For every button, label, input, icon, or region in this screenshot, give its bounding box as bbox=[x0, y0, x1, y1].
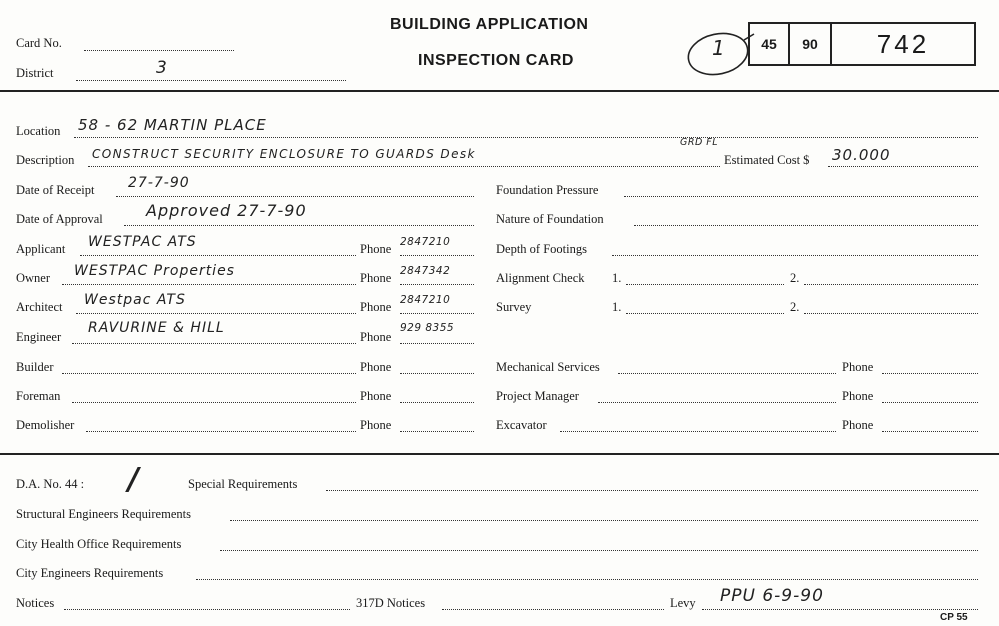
survey-num-2: 2. bbox=[790, 300, 800, 314]
description-value: CONSTRUCT SECURITY ENCLOSURE TO GUARDS Desk bbox=[92, 147, 476, 161]
project-manager-phone-field[interactable] bbox=[882, 402, 978, 403]
card-no-field[interactable] bbox=[84, 50, 234, 51]
circled-mark-value: 1 bbox=[712, 36, 726, 60]
box-a: 45 bbox=[750, 24, 790, 64]
card-no-label: Card No. bbox=[16, 36, 62, 50]
divider-middle bbox=[0, 453, 999, 455]
city-engineers-requirements-field[interactable] bbox=[196, 579, 978, 580]
architect-phone-value: 2847210 bbox=[400, 294, 451, 306]
district-value: 3 bbox=[156, 58, 168, 78]
applicant-label: Applicant bbox=[16, 242, 66, 256]
foreman-field[interactable] bbox=[72, 402, 356, 403]
form-code: CP 55 bbox=[940, 612, 968, 623]
notices-317d-label: 317D Notices bbox=[356, 596, 426, 610]
owner-phone-label: Phone bbox=[360, 271, 392, 285]
architect-value: Westpac ATS bbox=[84, 292, 186, 308]
foundation-pressure-label: Foundation Pressure bbox=[496, 183, 599, 197]
levy-field[interactable] bbox=[702, 609, 978, 610]
nature-of-foundation-label: Nature of Foundation bbox=[496, 212, 604, 226]
page-title: BUILDING APPLICATION bbox=[390, 16, 589, 33]
survey-label: Survey bbox=[496, 300, 532, 314]
engineer-field[interactable] bbox=[72, 343, 356, 344]
alignment-num-2: 2. bbox=[790, 271, 800, 285]
levy-value: PPU 6-9-90 bbox=[720, 586, 824, 606]
survey-field-1[interactable] bbox=[626, 313, 784, 314]
description-label: Description bbox=[16, 153, 75, 167]
location-field[interactable] bbox=[74, 137, 978, 138]
estimated-cost-value: 30.000 bbox=[832, 146, 891, 164]
builder-phone-label: Phone bbox=[360, 360, 392, 374]
owner-value: WESTPAC Properties bbox=[74, 263, 235, 279]
estimated-cost-label: Estimated Cost $ bbox=[724, 153, 810, 167]
architect-phone-field[interactable] bbox=[400, 313, 474, 314]
foreman-phone-field[interactable] bbox=[400, 402, 474, 403]
applicant-field[interactable] bbox=[80, 255, 356, 256]
engineer-value: RAVURINE & HILL bbox=[88, 320, 225, 336]
location-label: Location bbox=[16, 124, 61, 138]
excavator-phone-label: Phone bbox=[842, 418, 874, 432]
demolisher-field[interactable] bbox=[86, 431, 356, 432]
levy-label: Levy bbox=[670, 596, 696, 610]
owner-label: Owner bbox=[16, 271, 51, 285]
structural-requirements-label: Structural Engineers Requirements bbox=[16, 507, 191, 521]
mechanical-services-label: Mechanical Services bbox=[496, 360, 600, 374]
survey-field-2[interactable] bbox=[804, 313, 978, 314]
excavator-field[interactable] bbox=[560, 431, 836, 432]
depth-of-footings-label: Depth of Footings bbox=[496, 242, 587, 256]
project-manager-label: Project Manager bbox=[496, 389, 579, 403]
foreman-label: Foreman bbox=[16, 389, 61, 403]
alignment-check-label: Alignment Check bbox=[496, 271, 585, 285]
owner-phone-field[interactable] bbox=[400, 284, 474, 285]
estimated-cost-field[interactable] bbox=[828, 166, 978, 167]
special-requirements-field[interactable] bbox=[326, 490, 978, 491]
owner-phone-value: 2847342 bbox=[400, 265, 451, 277]
notices-label: Notices bbox=[16, 596, 55, 610]
date-of-approval-label: Date of Approval bbox=[16, 212, 103, 226]
box-b: 90 bbox=[790, 24, 832, 64]
builder-field[interactable] bbox=[62, 373, 356, 374]
depth-of-footings-field[interactable] bbox=[612, 255, 978, 256]
owner-field[interactable] bbox=[62, 284, 356, 285]
engineer-phone-field[interactable] bbox=[400, 343, 474, 344]
demolisher-label: Demolisher bbox=[16, 418, 75, 432]
date-of-receipt-field[interactable] bbox=[116, 196, 474, 197]
mechanical-phone-label: Phone bbox=[842, 360, 874, 374]
city-health-requirements-label: City Health Office Requirements bbox=[16, 537, 182, 551]
nature-of-foundation-field[interactable] bbox=[634, 225, 978, 226]
engineer-phone-value: 929 8355 bbox=[400, 322, 455, 334]
architect-field[interactable] bbox=[76, 313, 356, 314]
engineer-label: Engineer bbox=[16, 330, 62, 344]
da-no-value: / bbox=[128, 462, 140, 497]
city-engineers-requirements-label: City Engineers Requirements bbox=[16, 566, 164, 580]
applicant-phone-field[interactable] bbox=[400, 255, 474, 256]
demolisher-phone-field[interactable] bbox=[400, 431, 474, 432]
da-no-label: D.A. No. 44 : bbox=[16, 477, 85, 491]
applicant-value: WESTPAC ATS bbox=[88, 234, 197, 250]
mechanical-services-field[interactable] bbox=[618, 373, 836, 374]
description-field[interactable] bbox=[88, 166, 720, 167]
card-number-box bbox=[748, 22, 976, 66]
foreman-phone-label: Phone bbox=[360, 389, 392, 403]
location-value: 58 - 62 MARTIN PLACE bbox=[78, 116, 267, 134]
project-manager-field[interactable] bbox=[598, 402, 836, 403]
notices-317d-field[interactable] bbox=[442, 609, 664, 610]
date-of-approval-field[interactable] bbox=[124, 225, 474, 226]
date-of-receipt-label: Date of Receipt bbox=[16, 183, 95, 197]
structural-requirements-field[interactable] bbox=[230, 520, 978, 521]
divider-top bbox=[0, 90, 999, 92]
district-label: District bbox=[16, 66, 54, 80]
date-of-receipt-value: 27-7-90 bbox=[128, 175, 190, 191]
project-manager-phone-label: Phone bbox=[842, 389, 874, 403]
alignment-check-field-2[interactable] bbox=[804, 284, 978, 285]
builder-phone-field[interactable] bbox=[400, 373, 474, 374]
excavator-phone-field[interactable] bbox=[882, 431, 978, 432]
applicant-phone-value: 2847210 bbox=[400, 236, 451, 248]
engineer-phone-label: Phone bbox=[360, 330, 392, 344]
architect-label: Architect bbox=[16, 300, 63, 314]
foundation-pressure-field[interactable] bbox=[624, 196, 978, 197]
notices-field[interactable] bbox=[64, 609, 350, 610]
mechanical-phone-field[interactable] bbox=[882, 373, 978, 374]
date-of-approval-value: Approved 27-7-90 bbox=[146, 201, 307, 220]
page-subtitle: INSPECTION CARD bbox=[418, 52, 574, 69]
alignment-check-field-1[interactable] bbox=[626, 284, 784, 285]
box-number: 742 bbox=[876, 28, 930, 59]
district-field[interactable] bbox=[76, 80, 346, 81]
builder-label: Builder bbox=[16, 360, 54, 374]
special-requirements-label: Special Requirements bbox=[188, 477, 298, 491]
demolisher-phone-label: Phone bbox=[360, 418, 392, 432]
excavator-label: Excavator bbox=[496, 418, 547, 432]
city-health-requirements-field[interactable] bbox=[220, 550, 978, 551]
applicant-phone-label: Phone bbox=[360, 242, 392, 256]
architect-phone-label: Phone bbox=[360, 300, 392, 314]
description-note: GRD FL bbox=[680, 137, 719, 148]
alignment-num-1: 1. bbox=[612, 271, 622, 285]
survey-num-1: 1. bbox=[612, 300, 622, 314]
